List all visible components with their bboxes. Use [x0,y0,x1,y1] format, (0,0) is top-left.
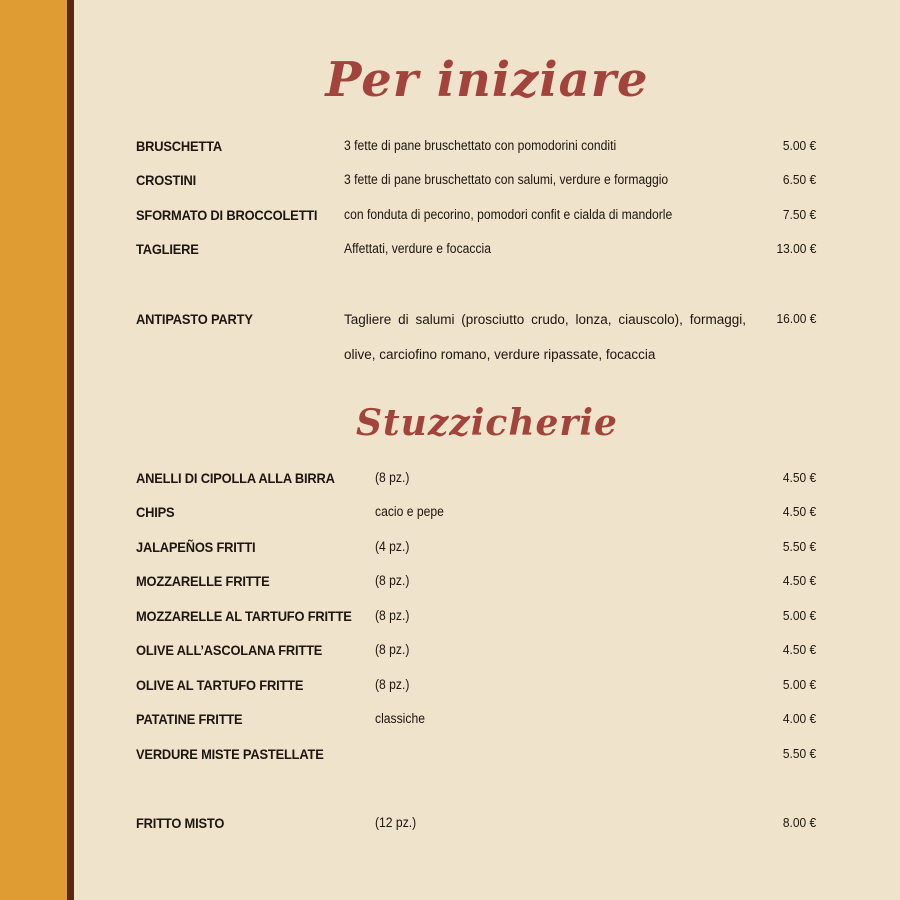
item-description: (8 pz.) [375,608,410,623]
item-description: (8 pz.) [375,470,410,485]
item-description: (8 pz.) [375,573,410,588]
menu-item-antipasto-party [0,308,900,362]
item-price: 13.00 € [776,241,816,256]
item-name: CHIPS [136,504,175,520]
menu-item-verdure-miste [0,743,900,765]
menu-item-fritto-misto [0,812,900,834]
item-description: Affettati, verdure e focaccia [344,241,492,256]
menu-item-anelli-di-cipolla [0,467,900,489]
item-price: 4.50 € [782,573,816,588]
item-price: 8.00 € [782,815,816,830]
item-price: 5.50 € [782,539,816,554]
item-price: 6.50 € [782,172,816,187]
item-description: (12 pz.) [375,815,417,830]
item-name: MOZZARELLE FRITTE [136,573,270,589]
item-price: 4.50 € [782,470,816,485]
item-name: OLIVE AL TARTUFO FRITTE [136,677,304,693]
item-price: 7.50 € [782,207,816,222]
item-name: CROSTINI [136,172,197,188]
section-title-per-iniziare: Per iniziare [325,52,649,108]
item-price: 5.50 € [782,746,816,761]
item-description: con fonduta di pecorino, pomodori confit e cialda di mandorle [344,207,673,222]
item-name: OLIVE ALL’ASCOLANA FRITTE [136,642,323,658]
menu-item-tagliere [0,238,900,260]
menu-item-sformato-di-broccoletti [0,204,900,226]
item-name: BRUSCHETTA [136,138,222,154]
item-name: VERDURE MISTE PASTELLATE [136,746,324,762]
menu-item-patatine-fritte [0,708,900,730]
menu-item-olive-al-tartufo [0,674,900,696]
menu-item-crostini [0,169,900,191]
item-price: 4.00 € [782,711,816,726]
item-name: ANELLI DI CIPOLLA ALLA BIRRA [136,470,335,486]
item-price: 5.00 € [782,608,816,623]
item-name: MOZZARELLE AL TARTUFO FRITTE [136,608,352,624]
item-name: PATATINE FRITTE [136,711,243,727]
menu-item-chips [0,501,900,523]
item-price: 4.50 € [782,642,816,657]
item-description: 3 fette di pane bruschettato con pomodorini conditi [344,138,617,153]
item-description: Tagliere di salumi (prosciutto crudo, lonza, ciauscolo), formaggi, olive, carciofino romano, verdure ripassate, focaccia [344,312,746,362]
item-price: 5.00 € [782,138,816,153]
item-name: SFORMATO DI BROCCOLETTI [136,207,318,223]
item-name: ANTIPASTO PARTY [136,311,253,327]
item-price: 16.00 € [776,311,816,326]
item-description: classiche [375,711,425,726]
section-title-stuzzicherie: Stuzzicherie [356,402,618,444]
item-name: JALAPEÑOS FRITTI [136,539,256,555]
menu-item-bruschetta [0,135,900,157]
item-description: cacio e pepe [375,504,444,519]
item-description: (8 pz.) [375,642,410,657]
item-price: 4.50 € [782,504,816,519]
item-description: 3 fette di pane bruschettato con salumi, verdure e formaggio [344,172,669,187]
item-name: TAGLIERE [136,241,199,257]
item-price: 5.00 € [782,677,816,692]
menu-item-mozzarelle-fritte [0,570,900,592]
item-name: FRITTO MISTO [136,815,225,831]
menu-item-mozzarelle-al-tartufo [0,605,900,627]
item-description: (8 pz.) [375,677,410,692]
menu-item-jalapenos-fritti [0,536,900,558]
item-description: (4 pz.) [375,539,410,554]
menu-item-olive-ascolana [0,639,900,661]
